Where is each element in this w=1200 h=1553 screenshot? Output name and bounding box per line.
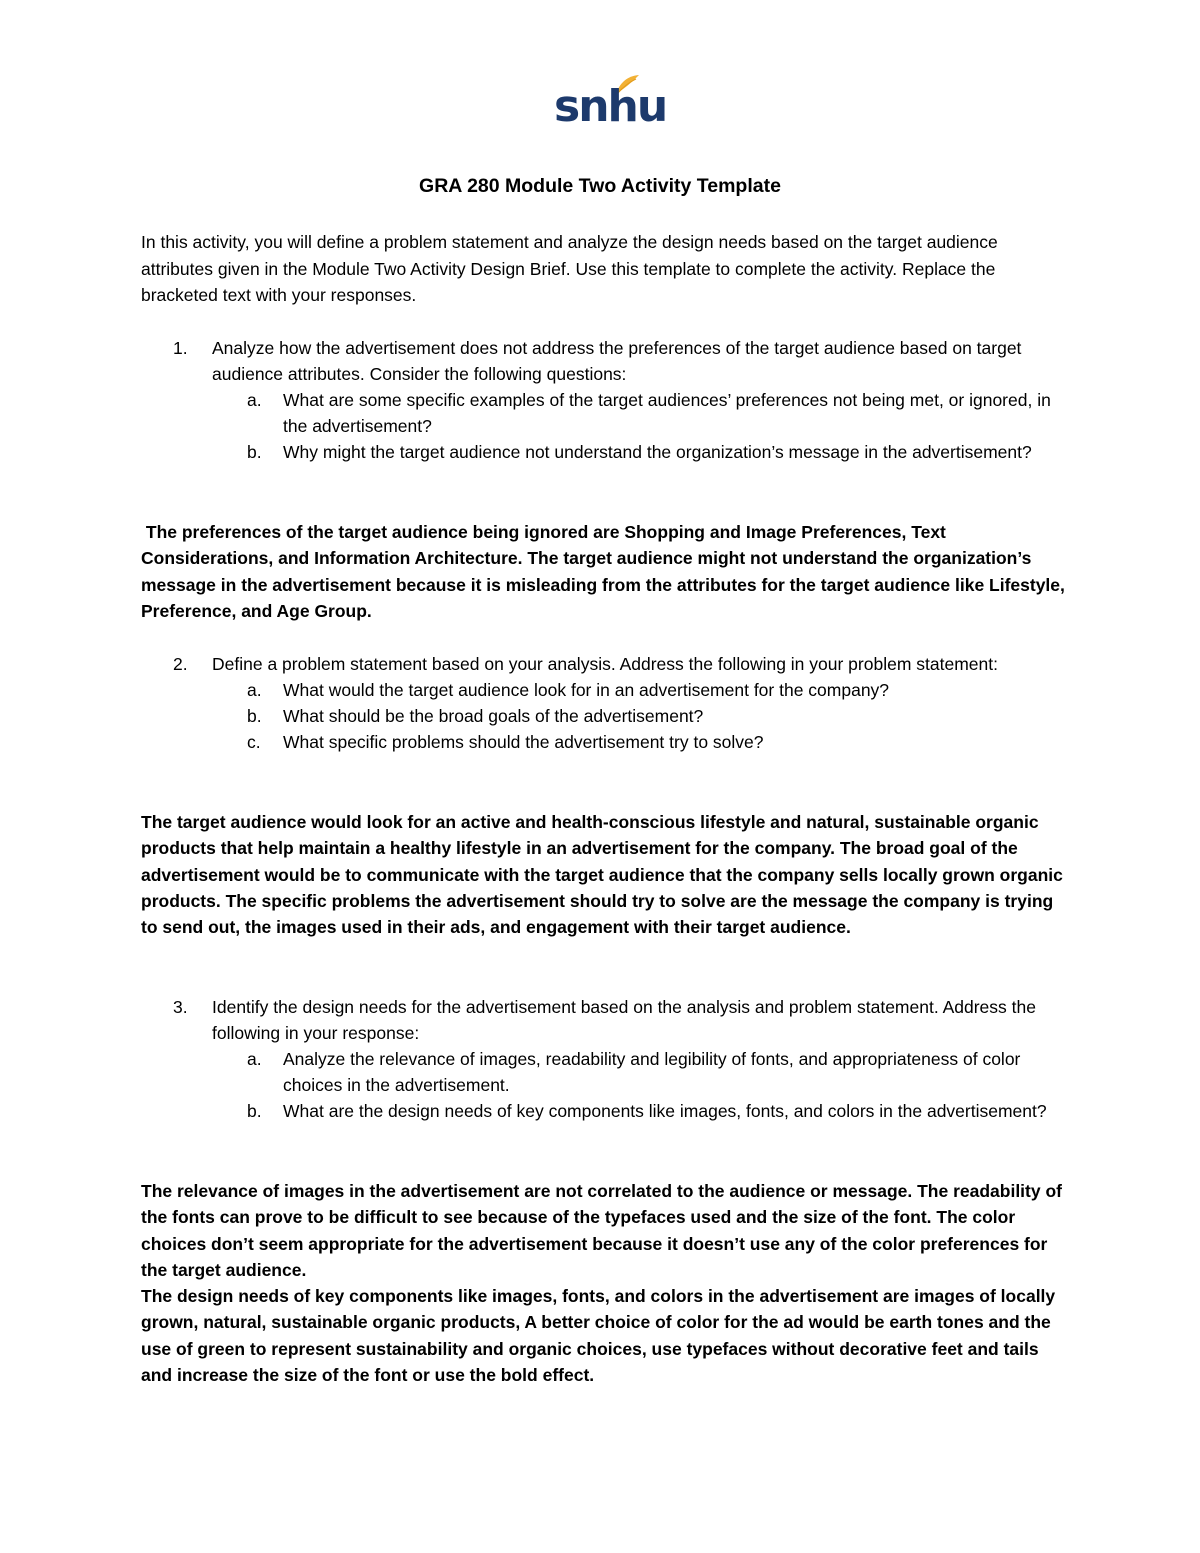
sub-question: [247, 1046, 1061, 1098]
sub-question: [247, 729, 1061, 755]
question-1: [141, 335, 1061, 465]
question-number: 1.: [173, 338, 188, 358]
logo-wordmark: snhu: [554, 81, 667, 132]
sub-text: What are some specific examples of the target audiences’ preferences not being met, or ignored, in the advertisement?: [283, 390, 1051, 436]
answer-paragraph: The preferences of the target audience being ignored are Shopping and Image Preferences, Text Considerations, and Information Architecture. The target audience might not understand the organization’s message in the advertisement because it is misleading from the attributes for the target audience like Lifestyle, Preference, and Age Group.: [141, 522, 1070, 621]
intro-paragraph: In this activity, you will define a problem statement and analyze the design needs based on the target audience attributes given in the Module Two Activity Design Brief. Use this template to complete the activity. Replace the bracketed text with your responses.: [141, 232, 998, 305]
answer-paragraph: The target audience would look for an active and health-conscious lifestyle and natural, sustainable organic products that help maintain a healthy lifestyle in an advertisement for the company. The broad goal of the advertisement would be to communicate with the target audience that the company sells locally grown organic products. The specific problems the advertisement should try to solve are the message the company is trying to send out, the images used in their ads, and engagement with their target audience.: [141, 812, 1063, 938]
sub-question: [247, 439, 1061, 465]
sub-letter: b.: [247, 1101, 262, 1121]
question-2: [141, 651, 1061, 755]
question-text: Analyze how the advertisement does not address the preferences of the target audience based on target audience attributes. Consider the following questions:: [212, 338, 1022, 384]
answer-2: [141, 809, 1066, 940]
sub-text: What are the design needs of key components like images, fonts, and colors in the advertisement?: [283, 1101, 1047, 1121]
answer-paragraph: The relevance of images in the advertisement are not correlated to the audience or message. The readability of the fonts can prove to be difficult to see because of the typefaces used and the size of the font. The color choices don’t seem appropriate for the advertisement because it doesn’t use any of the color preferences for the target audience.: [141, 1181, 1062, 1280]
question-number: 2.: [173, 654, 188, 674]
sub-letter: a.: [247, 1049, 262, 1069]
sub-letter: c.: [247, 732, 261, 752]
question-text: Define a problem statement based on your analysis. Address the following in your problem statement:: [212, 654, 998, 674]
page-title: GRA 280 Module Two Activity Template: [419, 175, 781, 197]
question-number: 3.: [173, 997, 188, 1017]
sub-question: [247, 677, 1061, 703]
sub-text: What should be the broad goals of the advertisement?: [283, 706, 704, 726]
question-text: Identify the design needs for the advertisement based on the analysis and problem statement. Address the following in your response:: [212, 997, 1036, 1043]
sub-text: Analyze the relevance of images, readability and legibility of fonts, and appropriateness of color choices in the advertisement.: [283, 1049, 1021, 1095]
sub-text: What specific problems should the advertisement try to solve?: [283, 732, 764, 752]
question-3: [141, 994, 1061, 1124]
sub-question: [247, 387, 1061, 439]
answer-paragraph: The design needs of key components like images, fonts, and colors in the advertisement are images of locally grown, natural, sustainable organic products, A better choice of color for the ad would be earth tones and the use of green to represent sustainability and organic choices, use typefaces without decorative feet and tails and increase the size of the font or use the bold effect.: [141, 1286, 1056, 1386]
answer-1: [141, 519, 1070, 624]
sub-letter: a.: [247, 680, 262, 700]
answer-3: [141, 1178, 1066, 1388]
snhu-logo: [554, 74, 667, 134]
sub-letter: b.: [247, 442, 262, 462]
sub-text: Why might the target audience not understand the organization’s message in the advertisement?: [283, 442, 1032, 462]
sub-question: [247, 1098, 1061, 1124]
sub-text: What would the target audience look for in an advertisement for the company?: [283, 680, 890, 700]
sub-letter: a.: [247, 390, 262, 410]
sub-letter: b.: [247, 706, 262, 726]
sub-question: [247, 703, 1061, 729]
